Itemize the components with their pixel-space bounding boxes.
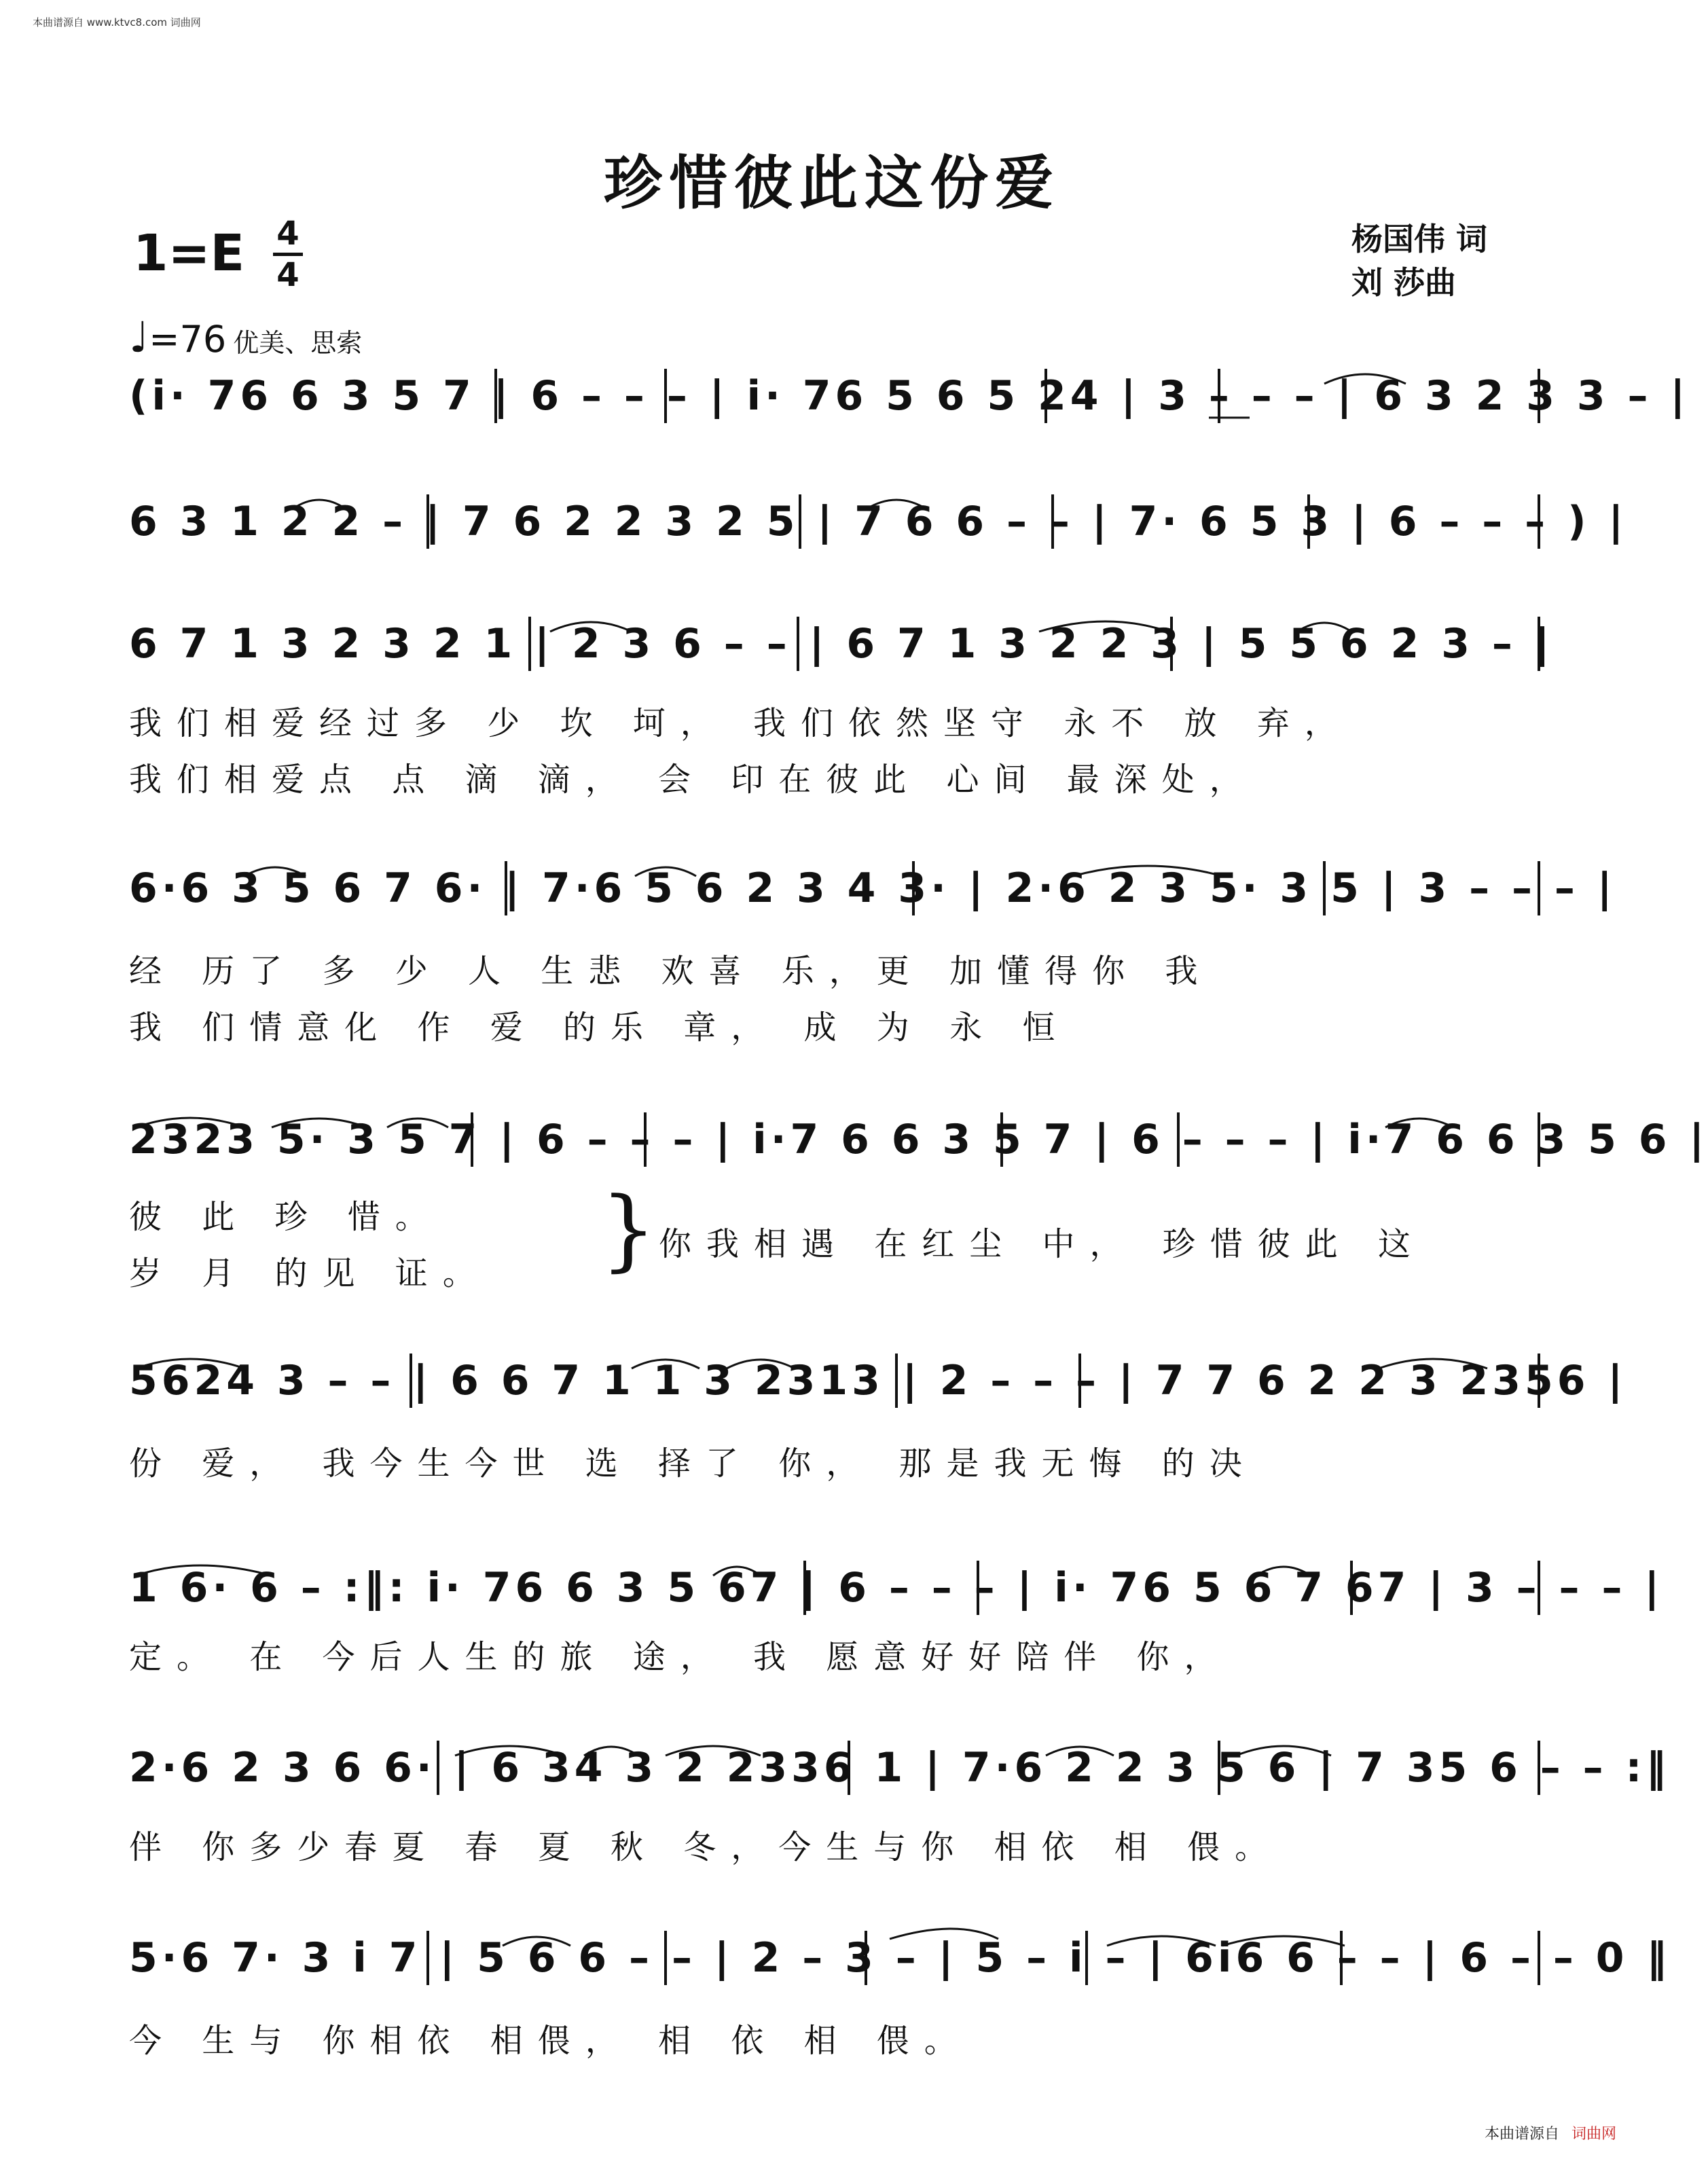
lyric-line-7: 定。 在 今后人生的旅 途， 我 愿意好好陪伴 你，: [129, 1638, 1232, 1676]
tempo-marking: [129, 312, 362, 362]
time-signature: [273, 216, 303, 293]
time-signature-top: 4: [276, 215, 299, 253]
lyric-line-3a: 我们相爱经过多 少 坎 坷， 我们依然坚守 永不 放 弃，: [129, 704, 1352, 742]
tempo-description: 优美、思索: [233, 328, 363, 358]
notation-line-6: 5624 3 – – | 6 6 7 1 1 3 2313 | 2 – – – | 7 7 6 2 2 3 2356 |: [129, 1357, 1627, 1404]
lyric-line-5b: 岁 月 的见 证。: [129, 1254, 490, 1292]
notation-line-5: 2323 5· 3 5 7 | 6 – – – | i·7 6 6 3 5 7 | 6 – – – | i·7 6 6 3 5 6 |: [129, 1116, 1708, 1163]
lyric-line-5a: 彼 此 珍 惜。: [129, 1198, 443, 1236]
footer-source: [1485, 2122, 1616, 2143]
score-row-6: [129, 1348, 1627, 1413]
score-row-7: [129, 1555, 1664, 1620]
lyricist-credit: 杨国伟 词: [1351, 221, 1488, 257]
score-row-8: [129, 1735, 1671, 1800]
song-title: 珍惜彼此这份爱: [604, 149, 1060, 217]
lyric-line-8: 伴 你多少春夏 春 夏 秋 冬，今生与你 相依 相 偎。: [129, 1828, 1283, 1866]
quarter-note-icon: ♩: [129, 312, 149, 362]
lyric-line-6: 份 爱， 我今生今世 选 择了 你， 那是我无悔 的决: [129, 1445, 1257, 1483]
notation-line-4: 6·6 3 5 6 7 6· | 7·6 5 6 2 3 4 3· | 2·6 2 3 5· 3 5 | 3 – – – |: [129, 865, 1616, 912]
score-row-3: [129, 611, 1554, 676]
header-source-note: 本曲谱源自 www.ktvc8.com 词曲网: [33, 16, 201, 29]
composer-credit: 刘 莎曲: [1351, 264, 1457, 301]
tempo-value: =76: [149, 318, 227, 361]
lyric-line-3b: 我们相爱点 点 滴 滴， 会 印在彼此 心间 最深处，: [129, 761, 1257, 799]
time-signature-bottom: 4: [276, 256, 299, 294]
score-row-4: [129, 856, 1616, 921]
footer-source-label: 本曲谱源自: [1484, 2126, 1559, 2143]
score-row-2: [129, 489, 1628, 554]
lyric-line-9: 今 生与 你相依 相偎， 相 依 相 偎。: [129, 2022, 972, 2060]
notation-line-3: 6 7 1 3 2 3 2 1 | 2 3 6 – – | 6 7 1 3 2 2 3 | 5 5 6 2 3 – |: [129, 620, 1554, 668]
notation-line-9: 5·6 7· 3 i 7 | 5 6 6 – – | 2 – 3 – | 5 – i – | 6i6 6 – – | 6 – – 0 ‖: [129, 1934, 1671, 1982]
score-row-1: [129, 363, 1690, 429]
notation-line-8: 2·6 2 3 6 6· | 6 34 3 2 2336 1 | 7·6 2 2 3 5 6 | 7 35 6 – – :‖: [129, 1744, 1671, 1792]
notation-line-2: 6 3 1 2 2 – | 7 6 2 2 3 2 5 | 7 6 6 – – | 7· 6 5 3 | 6 – – – ) |: [129, 498, 1628, 545]
lyric-line-5-shared: 你我相遇 在红尘 中， 珍惜彼此 这: [659, 1225, 1426, 1263]
lyric-line-4a: 经 历了 多 少 人 生悲 欢喜 乐，更 加懂得你 我: [129, 952, 1213, 990]
score-row-9: [129, 1925, 1671, 1991]
lyric-line-4b: 我 们情意化 作 爱 的乐 章， 成 为 永 恒: [129, 1009, 1070, 1047]
notation-line-1: (i· 76 6 3 5 7 | 6 – – – | i· 76 5 6 5 24 | 3 – – – | 6 3 2 3 3 – |: [129, 372, 1690, 420]
right-brace-icon: }: [600, 1178, 657, 1281]
notation-line-7: 1 6· 6 – :‖: i· 76 6 3 5 67 | 6 – – – | i· 76 5 6 7 67 | 3 – – – |: [129, 1564, 1664, 1612]
credits: [1351, 217, 1487, 304]
footer-site-link[interactable]: 词曲网: [1571, 2126, 1616, 2143]
score-row-5: [129, 1107, 1708, 1172]
key-signature: 1=E: [133, 224, 245, 283]
